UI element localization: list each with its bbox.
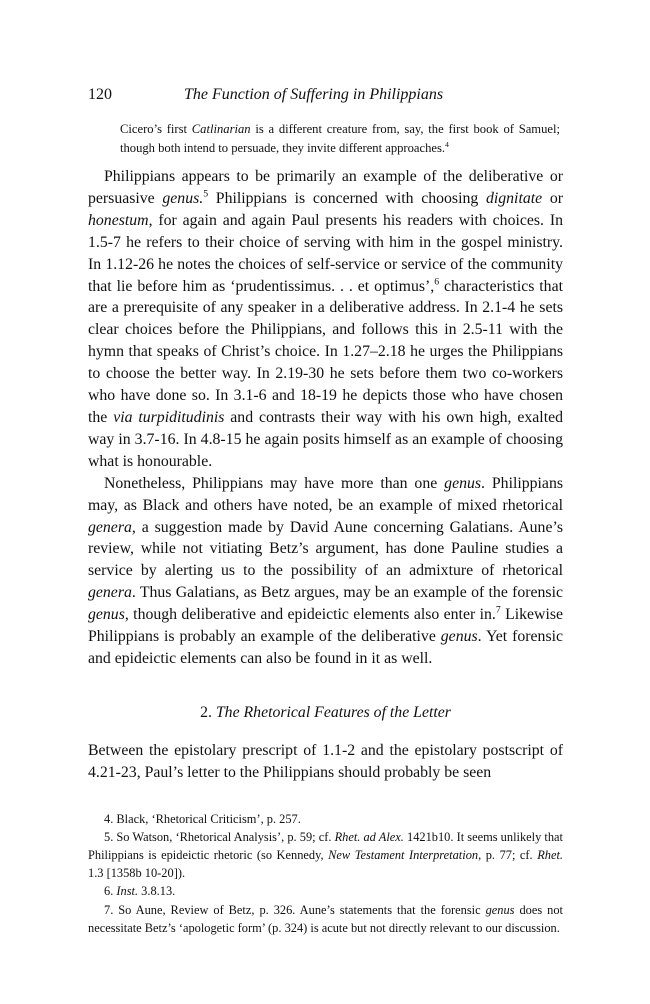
italic-term: genus (88, 606, 125, 624)
footnote-4: 4. Black, ‘Rhetorical Criticism’, p. 257. (104, 811, 301, 826)
text-run: , a suggestion made by David Aune concerning Galatians. Aune’s review, while not vitiating Betz’s argument, has done Pauline studies a service by alerting us to the possibility of an admixture of rhetorical (88, 518, 563, 580)
text-run: , p. 77; cf. (478, 847, 538, 862)
italic-citation: Rhet. ad Alex. (334, 829, 404, 844)
text-run: 1.3 [1358b 10-20]). (88, 866, 186, 881)
text-run: and contrasts their way with his own high, exalted way in 3.7-16. In 4.8-15 he again posits himself as an example of choosing what is honourable. (88, 408, 563, 470)
text-run: . Thus Galatians, as Betz argues, may be an example of the forensic (131, 584, 563, 602)
block-quote (120, 120, 560, 158)
text-run: 6. (104, 884, 117, 899)
italic-citation: Rhet. (537, 847, 564, 862)
running-header (88, 86, 563, 108)
section-number: 2. (200, 703, 216, 721)
footnote-7 (88, 901, 563, 937)
body-text (88, 166, 563, 784)
footnote-5 (88, 828, 563, 883)
text-run: Likewise Philippians is probably an example of the deliberative (88, 606, 563, 646)
text-run: Philippians is concerned with choosing (208, 189, 486, 207)
quote-italic-title: Catlinarian (191, 122, 251, 136)
running-title: The Function of Suffering in Philippians (184, 86, 444, 103)
text-run: . Yet forensic and epideictic elements can also be found in it as well. (88, 628, 563, 667)
text-run: 1421b10. It seems unlikely that Philippians is epideictic rhetoric (so Kennedy, (88, 829, 563, 862)
italic-term: genera (88, 584, 132, 602)
text-run: characteristics that are a prerequisite of any speaker in a deliberative address. In 2.1-4 he sets clear choices before the Philippians, and follows this in 2.5-11 with the hymn that speaks of Christ’s choice. In 1.27–2.18 he urges the Philippians to choose the better way. In 2.19-30 he sets before them two co-workers who have done so. In 3.1-6 and 18-19 he depicts those who have chosen the (88, 277, 563, 426)
text-run: or (542, 189, 564, 207)
text-run: does not necessitate Betz’s ‘apologetic form’ (p. 324) is acute but not directly relevant to our discussion. (88, 902, 563, 935)
italic-term: via turpiditudinis (113, 408, 225, 426)
paragraph-mixed-genera (88, 473, 563, 670)
text-run: 3.8.13. (138, 884, 176, 899)
text-run: Nonetheless, Philippians may have more than one (104, 474, 445, 492)
italic-term: genera (88, 518, 132, 536)
footnotes (88, 810, 563, 937)
text-run: , for again and again Paul presents his readers with choices. In 1.5-7 he refers to their choice of serving with him in the gospel ministry. In 1.12-26 he notes the choices of self-service or service of the community that lie before him as ‘prudentissimus. . . et optimus’, (88, 211, 563, 295)
footnote-6 (88, 882, 563, 900)
footnote-ref-7: 7 (495, 604, 501, 616)
italic-term: genus (485, 902, 515, 917)
text-run: 5. So Watson, ‘Rhetorical Analysis’, p. 59; cf. (104, 829, 335, 844)
footnote-ref-4: 4 (445, 139, 449, 149)
italic-term: genus (444, 474, 482, 492)
page-number: 120 (88, 86, 112, 103)
section-title: The Rhetorical Features of the Letter (215, 703, 451, 721)
italic-term: dignitate (485, 189, 543, 207)
footnote-ref-6: 6 (434, 276, 440, 288)
section-heading (88, 702, 563, 724)
book-page (88, 86, 563, 937)
quote-text: Cicero’s first (120, 122, 192, 136)
text-run: , though deliberative and epideictic elements also enter in. (124, 606, 496, 624)
text-run: Philippians appears to be primarily an example of the deliberative or persuasive (88, 168, 563, 207)
text-run: . Philippians may, as Black and others have noted, be an example of mixed rhetorical (88, 474, 563, 514)
text-run: 7. So Aune, Review of Betz, p. 326. Aune’s statements that the forensic (104, 902, 486, 917)
italic-term: honestum (88, 211, 149, 229)
italic-term: genus (440, 628, 478, 646)
paragraph-deliberative-genus (88, 166, 563, 473)
italic-term: genus. (162, 189, 204, 207)
quote-text: is a different creature from, say, the first book of Samuel; though both intend to persuade, they invite different approaches. (120, 122, 560, 155)
paragraph-epistolary-frame: Between the epistolary prescript of 1.1-2 and the epistolary postscript of 4.21-23, Paul’s letter to the Philippians should probably be seen (88, 741, 563, 781)
footnote-ref-5: 5 (203, 188, 209, 200)
italic-citation: Inst. (116, 884, 139, 899)
italic-citation: New Testament Interpretation (328, 847, 479, 862)
